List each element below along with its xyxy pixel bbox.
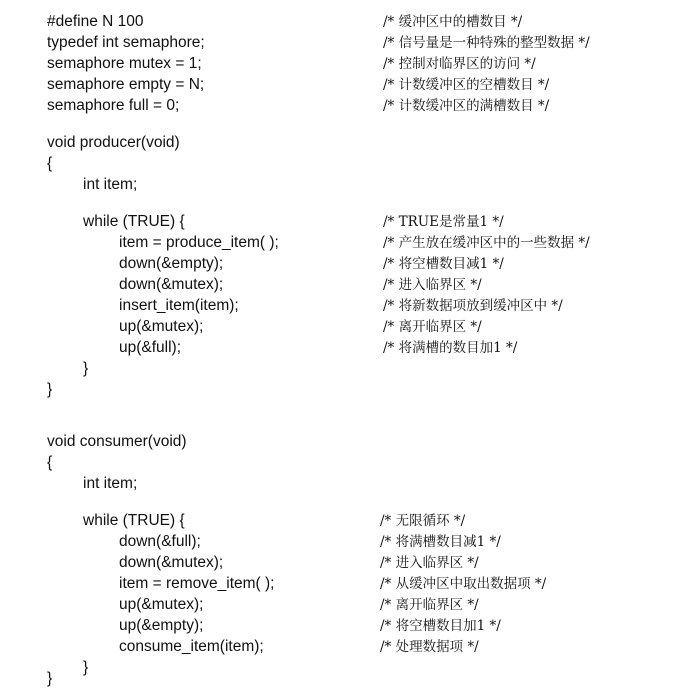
consumer-up-empty-comment: /* 将空槽数目加1 */ <box>380 618 501 634</box>
consumer-remove-comment: /* 从缓冲区中取出数据项 */ <box>380 576 547 592</box>
consumer-down-mutex-comment: /* 进入临界区 */ <box>380 555 479 571</box>
producer-down-empty: down(&empty); <box>119 255 224 272</box>
consumer-open-brace: { <box>47 454 53 471</box>
producer-produce: item = produce_item( ); <box>119 234 279 251</box>
producer-up-full: up(&full); <box>119 339 182 356</box>
empty-comment: /* 计数缓冲区的空槽数目 */ <box>383 77 550 93</box>
consumer-up-empty: up(&empty); <box>119 617 204 634</box>
producer-signature: void producer(void) <box>47 134 180 151</box>
producer-while: while (TRUE) { <box>83 213 185 230</box>
typedef-comment: /* 信号量是一种特殊的整型数据 */ <box>383 35 590 51</box>
consumer-consume: consume_item(item); <box>119 638 264 655</box>
consumer-down-full: down(&full); <box>119 533 201 550</box>
define-comment: /* 缓冲区中的槽数目 */ <box>383 14 523 30</box>
producer-up-mutex-comment: /* 离开临界区 */ <box>383 319 482 335</box>
empty-line: semaphore empty = N; <box>47 76 205 93</box>
consumer-while-close: } <box>83 659 89 676</box>
producer-open-brace: { <box>47 155 53 172</box>
consumer-consume-comment: /* 处理数据项 */ <box>380 639 479 655</box>
producer-item-decl: int item; <box>83 176 138 193</box>
full-comment: /* 计数缓冲区的满槽数目 */ <box>383 98 550 114</box>
producer-up-full-comment: /* 将满槽的数目加1 */ <box>383 340 518 356</box>
producer-down-empty-comment: /* 将空槽数目减1 */ <box>383 256 504 272</box>
define-line: #define N 100 <box>47 13 144 30</box>
producer-close-brace: } <box>47 381 53 398</box>
producer-down-mutex-comment: /* 进入临界区 */ <box>383 277 482 293</box>
consumer-while-comment: /* 无限循环 */ <box>380 513 466 529</box>
mutex-line: semaphore mutex = 1; <box>47 55 202 72</box>
mutex-comment: /* 控制对临界区的访问 */ <box>383 56 536 72</box>
producer-insert-comment: /* 将新数据项放到缓冲区中 */ <box>383 298 563 314</box>
producer-down-mutex: down(&mutex); <box>119 276 224 293</box>
consumer-up-mutex-comment: /* 离开临界区 */ <box>380 597 479 613</box>
consumer-down-mutex: down(&mutex); <box>119 554 224 571</box>
consumer-remove: item = remove_item( ); <box>119 575 275 592</box>
producer-while-close: } <box>83 360 89 377</box>
consumer-while: while (TRUE) { <box>83 512 185 529</box>
consumer-signature: void consumer(void) <box>47 433 187 450</box>
consumer-down-full-comment: /* 将满槽数目减1 */ <box>380 534 501 550</box>
producer-insert: insert_item(item); <box>119 297 239 314</box>
producer-while-comment: /* TRUE是常量1 */ <box>383 214 504 230</box>
consumer-item-decl: int item; <box>83 475 138 492</box>
producer-up-mutex: up(&mutex); <box>119 318 204 335</box>
full-line: semaphore full = 0; <box>47 97 180 114</box>
consumer-close-brace: } <box>47 670 53 687</box>
producer-produce-comment: /* 产生放在缓冲区中的一些数据 */ <box>383 235 590 251</box>
typedef-line: typedef int semaphore; <box>47 34 205 51</box>
consumer-up-mutex: up(&mutex); <box>119 596 204 613</box>
